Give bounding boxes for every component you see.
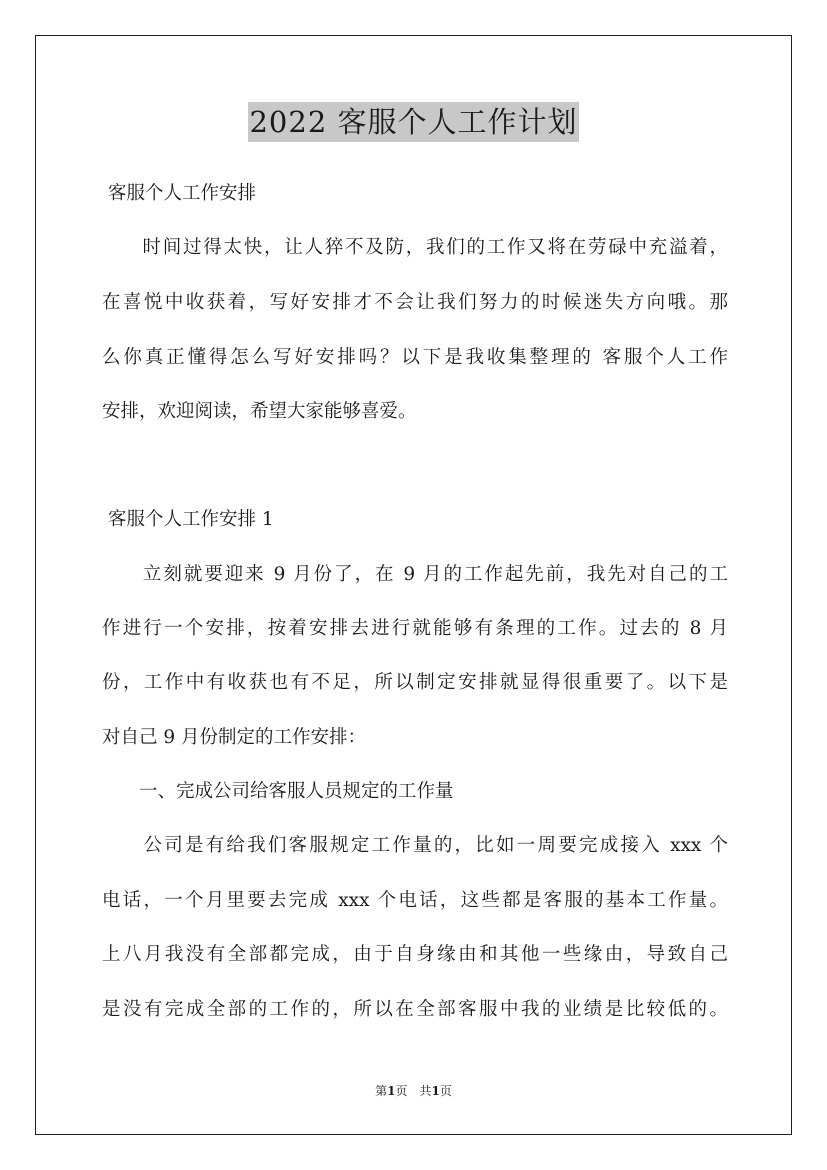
- page-prefix: 第: [375, 1084, 388, 1098]
- page-suffix: 页: [439, 1084, 452, 1098]
- page-mid: 页 共: [395, 1084, 432, 1098]
- title-container: [0, 102, 827, 142]
- intro-line: 安排，欢迎阅读，希望大家能够喜爱。: [102, 401, 417, 422]
- intro-line: 么你真正懂得怎么写好安排吗？以下是我收集整理的 客服个人工作: [102, 347, 728, 368]
- page-number: 1: [387, 1084, 396, 1098]
- body-line: 对自己 9 月份制定的工作安排：: [102, 727, 367, 748]
- intro-line: 在喜悦中收获着，写好安排才不会让我们努力的时候迷失方向哦。那: [102, 292, 728, 313]
- body-line: 立刻就要迎来 9 月份了，在 9 月的工作起先前，我先对自己的工: [102, 564, 728, 585]
- subheading: 客服个人工作安排 1: [108, 509, 274, 530]
- body-line: 作进行一个安排，按着安排去进行就能够有条理的工作。过去的 8 月: [102, 618, 728, 639]
- point-line: 公司是有给我们客服规定工作量的，比如一周要完成接入 xxx 个: [102, 835, 728, 856]
- intro-line: 时间过得太快，让人猝不及防，我们的工作又将在劳碌中充溢着，: [102, 237, 728, 258]
- point-line: 电话，一个月里要去完成 xxx 个电话，这些都是客服的基本工作量。: [102, 890, 728, 911]
- point-line: 上八月我没有全部都完成，由于自身缘由和其他一些缘由，导致自己: [102, 944, 728, 965]
- page-total: 1: [431, 1084, 440, 1098]
- point-line: 是没有完成全部的工作的，所以在全部客服中我的业绩是比较低的。: [102, 999, 728, 1020]
- document-title: 2022 客服个人工作计划: [248, 102, 578, 142]
- section-heading: 客服个人工作安排: [108, 183, 257, 204]
- body-line: 份，工作中有收获也有不足，所以制定安排就显得很重要了。以下是: [102, 672, 728, 693]
- point-heading: 一、完成公司给客服人员规定的工作量: [102, 781, 454, 802]
- page-footer: [0, 1083, 827, 1099]
